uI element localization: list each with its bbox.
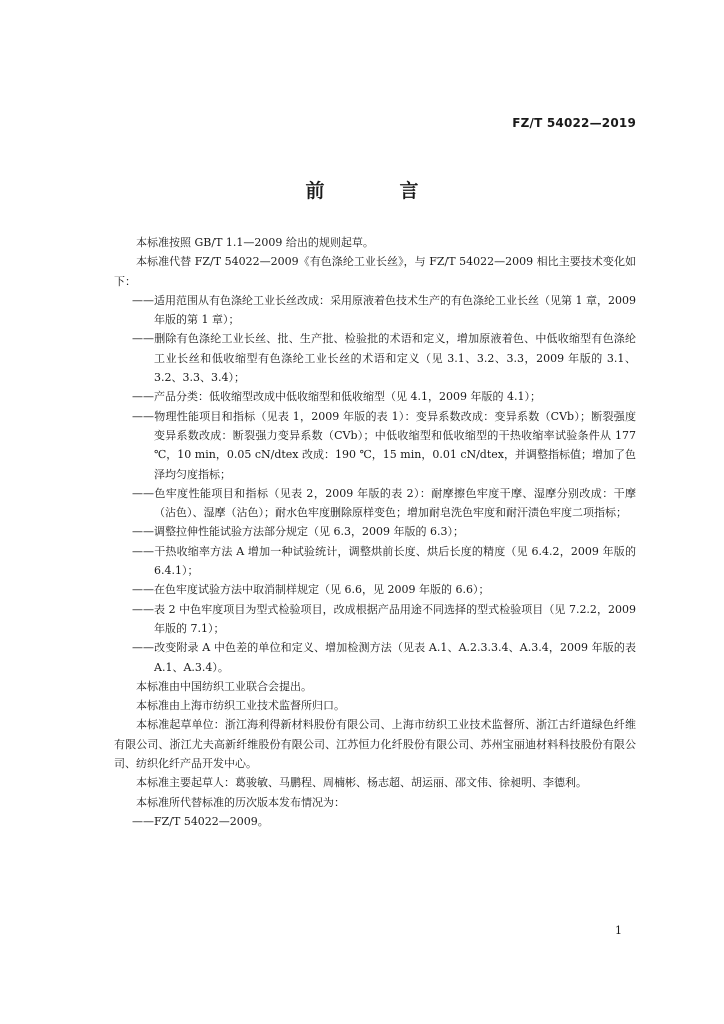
change-item: ——调整拉伸性能试验方法部分规定（见 6.3，2009 年版的 6.3）； xyxy=(132,525,464,539)
standard-number: FZ/T 54022—2019 xyxy=(512,116,636,130)
foreword-body xyxy=(114,233,636,831)
paragraph-centralized: 本标准由上海市纺织工业技术监督所归口。 xyxy=(136,699,345,713)
change-item: ——干热收缩率方法 A 增加一种试验统计，调整烘前长度、烘后长度的精度（见 6.4.2，2009 年版的 6.4.1）； xyxy=(132,544,636,578)
change-item: ——在色牢度试验方法中取消制样规定（见 6.6，见 2009 年版的 6.6）； xyxy=(132,583,490,597)
paragraph-drafters: 本标准主要起草人：葛骏敏、马鹏程、周楠彬、杨志超、胡运丽、邵文伟、徐昶明、李德利。 xyxy=(136,776,587,790)
paragraph-drafting-rules: 本标准按照 GB/T 1.1—2009 给出的规则起草。 xyxy=(136,236,374,249)
change-item: ——物理性能项目和指标（见表 1，2009 年版的表 1）：变异系数改成：变异系数（CVb）；断裂强度变异系数改成：断裂强力变异系数（CVb）；中低收缩型和低收缩型的干热收缩率试验条件从 177 ℃，10 min，0.05 cN/dtex 改成：190 ℃，15 min，0.01 cN/dtex，并调整指标值；增加了色泽均匀度指标； xyxy=(132,409,636,481)
paragraph-history: 本标准所代替标准的历次版本发布情况为： xyxy=(136,795,345,809)
change-item: ——适用范围从有色涤纶工业长丝改成：采用原液着色技术生产的有色涤纶工业长丝（见第 1 章，2009 年版的第 1 章）； xyxy=(132,293,636,327)
paragraph-replaces: 本标准代替 FZ/T 54022—2009《有色涤纶工业长丝》，与 FZ/T 54022—2009 相比主要技术变化如下： xyxy=(114,255,636,288)
change-item: ——改变附录 A 中色差的单位和定义、增加检测方法（见表 A.1、A.2.3.3.4、A.3.4，2009 年版的表 A.1、A.3.4）。 xyxy=(132,641,636,674)
page-number: 1 xyxy=(615,924,622,937)
paragraph-proposer: 本标准由中国纺织工业联合会提出。 xyxy=(136,679,312,693)
paragraph-drafting-units: 本标准起草单位：浙江海利得新材料股份有限公司、上海市纺织工业技术监督所、浙江古纤道绿色纤维有限公司、浙江尤夫高新纤维股份有限公司、江苏恒力化纤股份有限公司、苏州宝丽迪材料科技股份有限公司、纺织化纤产品开发中心。 xyxy=(114,718,636,771)
change-item: ——表 2 中色牢度项目为型式检验项目，改成根据产品用途不同选择的型式检验项目（见 7.2.2，2009 年版的 7.1）； xyxy=(132,602,636,635)
change-item: ——色牢度性能项目和指标（见表 2，2009 年版的表 2）：耐摩擦色牢度干摩、湿摩分别改成：干摩（沾色）、湿摩（沾色）；耐水色牢度删除原样变色；增加耐皂洗色牢度和耐汗渍色牢度二项指标； xyxy=(132,486,636,520)
history-item: ——FZ/T 54022—2009。 xyxy=(132,814,269,828)
page-title: 前 言 xyxy=(305,180,447,202)
change-item: ——删除有色涤纶工业长丝、批、生产批、检验批的术语和定义，增加原液着色、中低收缩型有色涤纶工业长丝和低收缩型有色涤纶工业长丝的术语和定义（见 3.1、3.2、3.3，2009 年版的 3.1、3.2、3.3、3.4）； xyxy=(132,332,636,385)
change-item: ——产品分类：低收缩型改成中低收缩型和低收缩型（见 4.1，2009 年版的 4.1）； xyxy=(132,390,541,404)
